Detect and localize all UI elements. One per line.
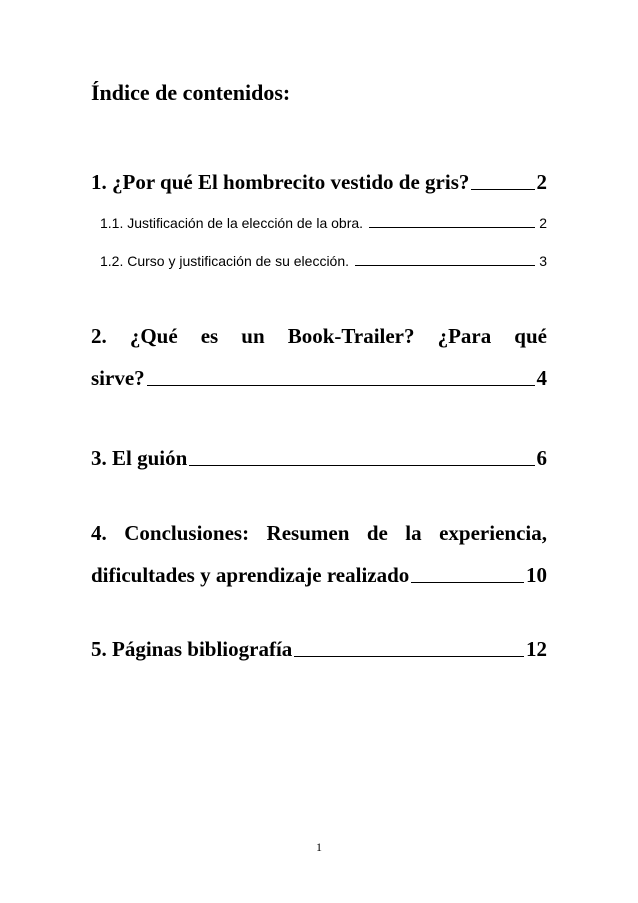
- toc-entry-1: [91, 170, 547, 195]
- toc-entry-1-2: [100, 253, 547, 269]
- index-title: Índice de contenidos:: [91, 80, 291, 105]
- dot-leader: [369, 227, 535, 228]
- dot-leader: [189, 465, 534, 466]
- toc-entry-label: 3. El guión: [91, 446, 188, 470]
- toc-entry-page: 2: [536, 170, 547, 194]
- toc-entry-3: [91, 446, 547, 471]
- dot-leader: [471, 189, 534, 190]
- dot-leader: [411, 582, 524, 583]
- toc-entry-label: 5. Páginas bibliografía: [91, 637, 293, 661]
- toc-entry-label: 1. ¿Por qué El hombrecito vestido de gris?: [91, 170, 470, 194]
- toc-entry-page: 4: [536, 366, 547, 390]
- toc-entry-label: 1.2. Curso y justificación de su elección.: [100, 253, 350, 269]
- dot-leader: [294, 656, 524, 657]
- toc-entry-1-1: [100, 215, 547, 231]
- toc-entry-page: 6: [536, 446, 547, 470]
- toc-entry-4-line-2: [91, 563, 547, 588]
- dot-leader: [355, 265, 535, 266]
- toc-entry-2-line-1: 2. ¿Qué es un Book-Trailer? ¿Para qué: [91, 324, 547, 348]
- toc-entry-label: dificultades y aprendizaje realizado: [91, 563, 410, 587]
- page-number: 1: [316, 840, 322, 854]
- toc-entry-page: 2: [539, 215, 547, 231]
- toc-entry-page: 3: [539, 253, 547, 269]
- toc-entry-2-line-2: [91, 366, 547, 391]
- toc-entry-page: 12: [526, 637, 547, 661]
- dot-leader: [147, 385, 535, 386]
- toc-entry-page: 10: [526, 563, 547, 587]
- toc-entry-5: [91, 637, 547, 662]
- toc-entry-label: sirve?: [91, 366, 145, 390]
- toc-entry-4-line-1: 4. Conclusiones: Resumen de la experiencia,: [91, 521, 547, 545]
- toc-entry-label: 1.1. Justificación de la elección de la obra.: [100, 215, 364, 231]
